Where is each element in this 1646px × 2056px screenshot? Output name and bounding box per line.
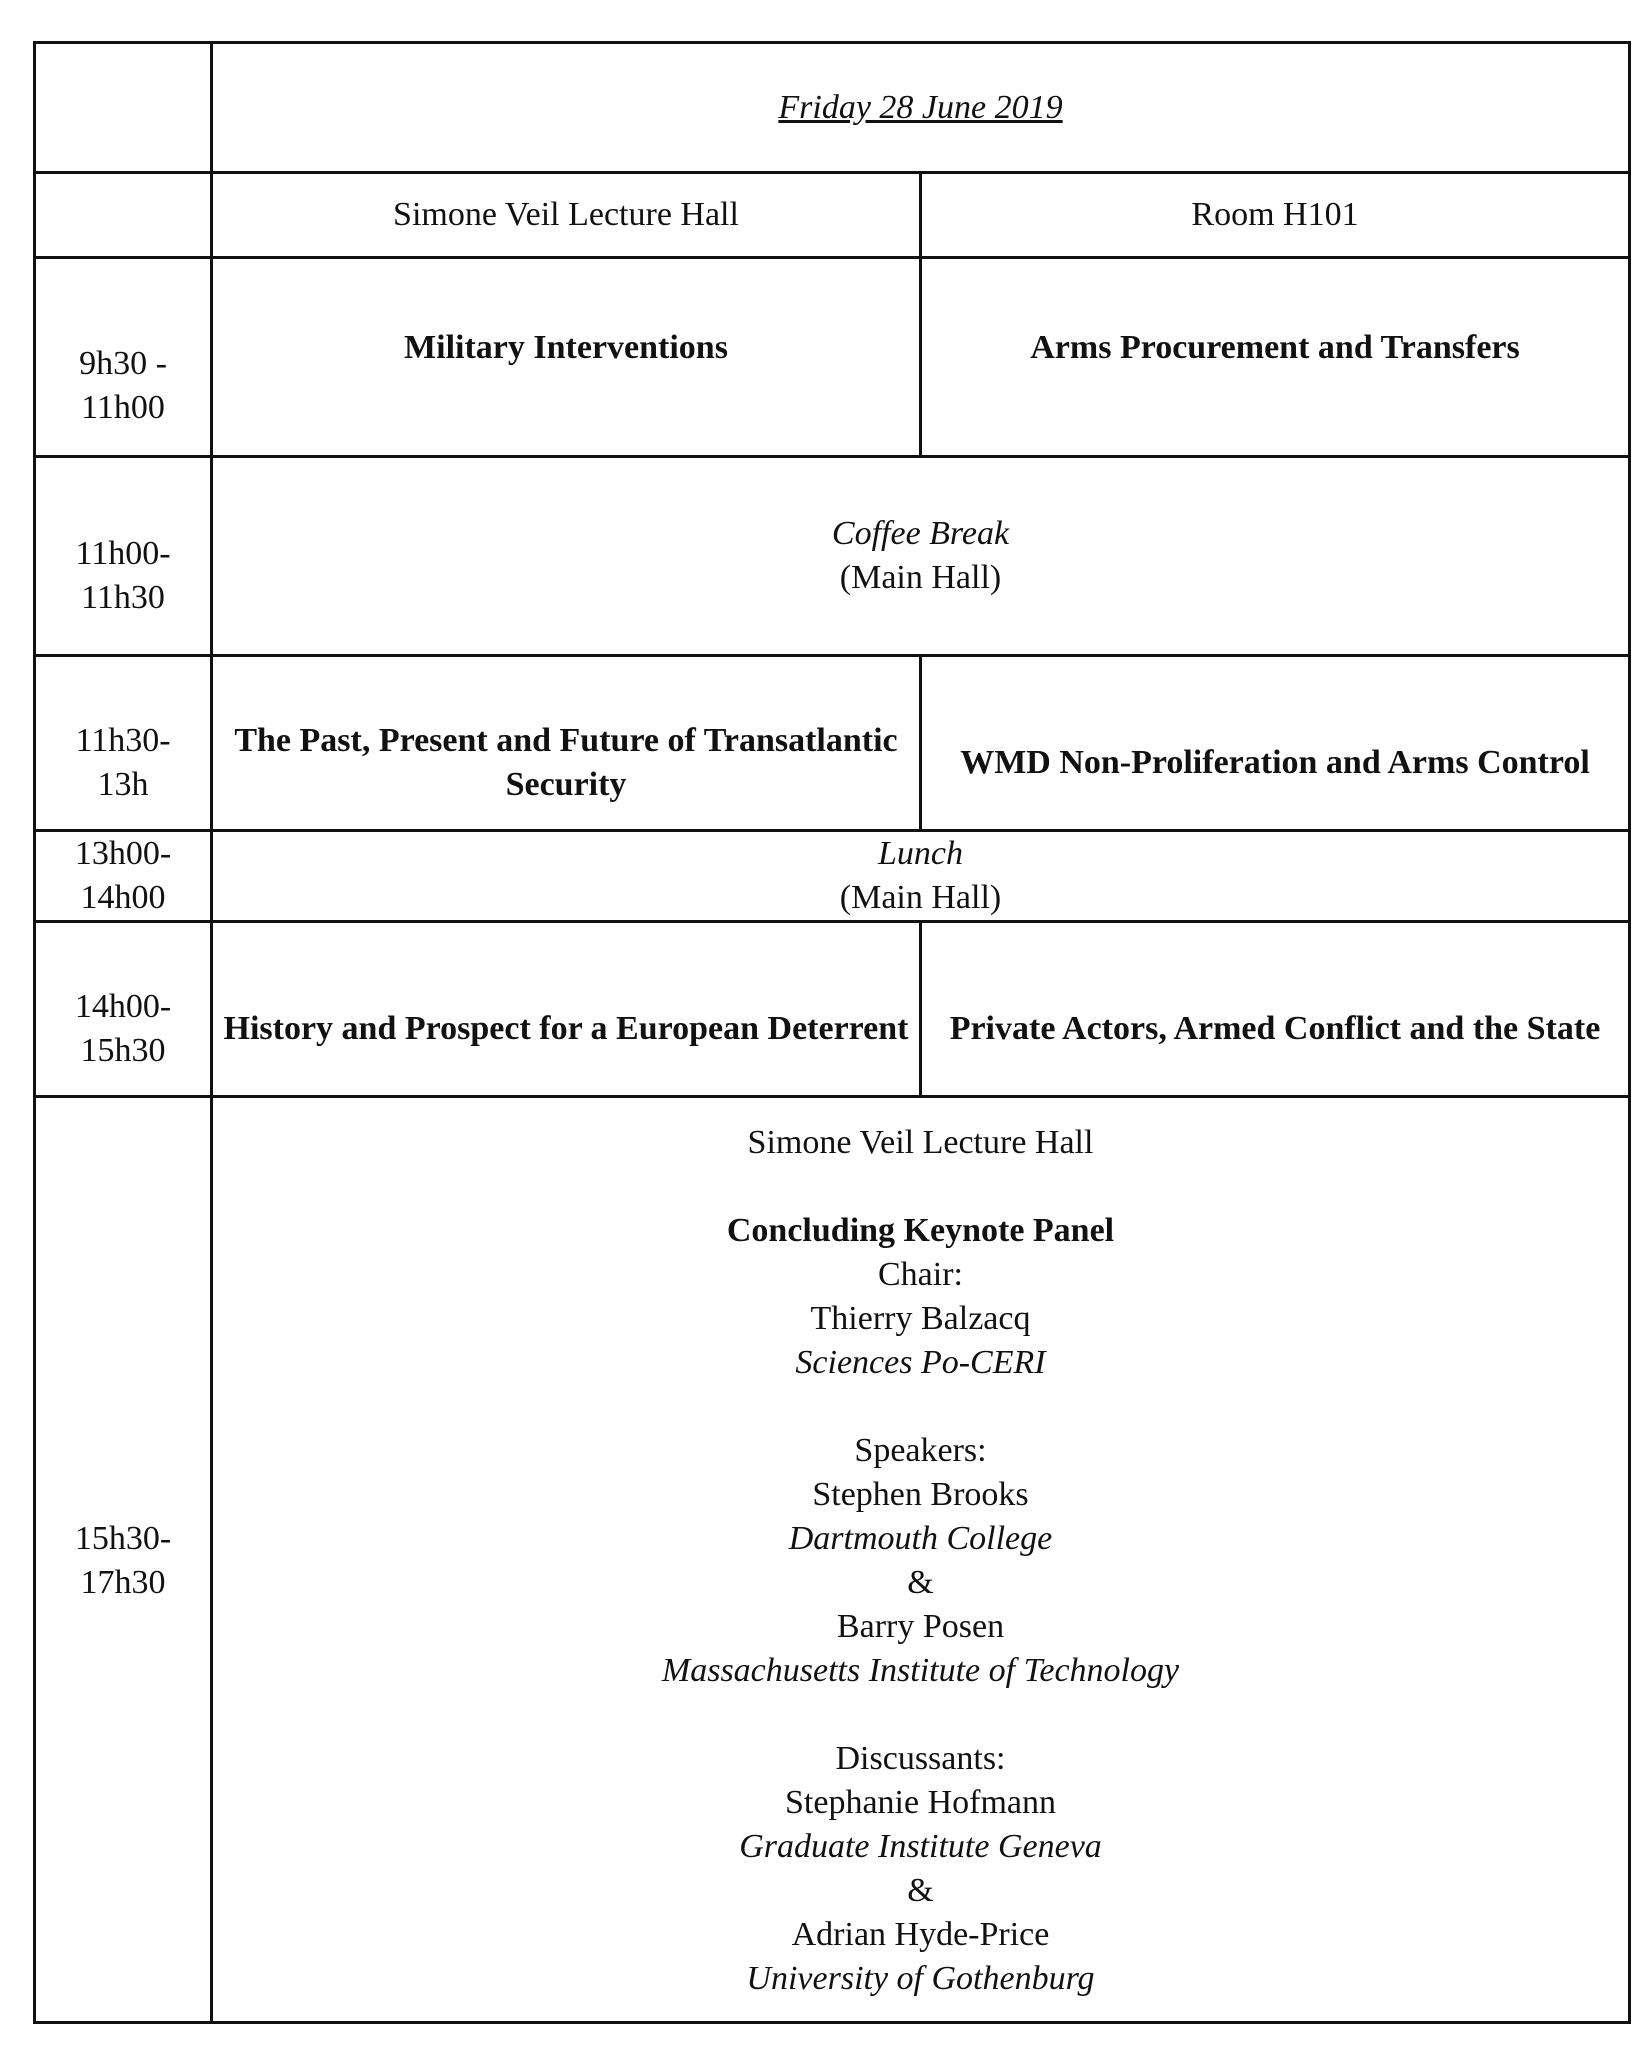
session-right-title: WMD Non-Proliferation and Arms Control <box>960 744 1590 781</box>
time-end: 17h30 <box>80 1564 166 1601</box>
chair-name: Thierry Balzacq <box>810 1300 1031 1337</box>
schedule-table <box>33 41 1631 2024</box>
room-left: Simone Veil Lecture Hall <box>212 173 921 258</box>
session-left-title: Military Interventions <box>404 329 728 366</box>
break-row <box>35 457 1630 656</box>
session-left-title: History and Prospect for a European Deterrent <box>223 1010 909 1047</box>
time-start: 15h30- <box>74 1520 172 1557</box>
break-location: (Main Hall) <box>839 879 1002 916</box>
time-end: 11h00 <box>81 389 165 426</box>
date-cell <box>212 43 1630 173</box>
discussants-label: Discussants: <box>835 1740 1006 1777</box>
room-right: Room H101 <box>921 173 1630 258</box>
time-cell <box>35 258 212 457</box>
time-start: 11h00- <box>75 535 171 572</box>
time-end: 15h30 <box>80 1032 166 1069</box>
time-cell <box>35 831 212 922</box>
slot-row <box>35 258 1630 457</box>
keynote-title: Concluding Keynote Panel <box>726 1212 1115 1249</box>
keynote-venue: Simone Veil Lecture Hall <box>747 1124 1094 1161</box>
speaker-name: Stephen Brooks <box>812 1476 1029 1513</box>
break-cell <box>212 457 1630 656</box>
time-cell <box>35 457 212 656</box>
session-left <box>212 922 921 1097</box>
chair-affiliation: Sciences Po-CERI <box>795 1344 1046 1381</box>
session-left-title: The Past, Present and Future of Transatlantic Security <box>234 722 898 803</box>
speaker-name: Barry Posen <box>836 1608 1005 1645</box>
time-start: 9h30 - <box>79 345 167 382</box>
discussant-affiliation: Graduate Institute Geneva <box>739 1828 1102 1865</box>
corner-cell <box>35 173 212 258</box>
slot-row <box>35 922 1630 1097</box>
break-title: Lunch <box>878 835 963 872</box>
speaker-affiliation: Massachusetts Institute of Technology <box>661 1652 1180 1689</box>
speakers-label: Speakers: <box>854 1432 987 1469</box>
discussant-name: Adrian Hyde-Price <box>791 1916 1050 1953</box>
rooms-row <box>35 173 1630 258</box>
session-left <box>212 258 921 457</box>
break-title: Coffee Break <box>831 515 1010 552</box>
date-heading: Friday 28 June 2019 <box>778 88 1063 126</box>
corner-cell <box>35 43 212 173</box>
session-right <box>921 258 1630 457</box>
time-end: 13h <box>97 766 149 803</box>
ampersand: & <box>907 1564 934 1601</box>
discussant-name: Stephanie Hofmann <box>785 1784 1056 1821</box>
time-cell <box>35 1097 212 2023</box>
time-start: 11h30- <box>75 722 171 759</box>
session-right-title: Private Actors, Armed Conflict and the State <box>949 1010 1601 1047</box>
keynote-cell <box>212 1097 1630 2023</box>
discussant-affiliation: University of Gothenburg <box>746 1960 1095 1997</box>
time-end: 11h30 <box>81 579 165 616</box>
session-right <box>921 922 1630 1097</box>
slot-row <box>35 656 1630 831</box>
time-start: 13h00- <box>74 835 172 872</box>
time-cell <box>35 656 212 831</box>
time-end: 14h00 <box>80 879 166 916</box>
session-left <box>212 656 921 831</box>
session-right-title: Arms Procurement and Transfers <box>1030 329 1520 366</box>
break-cell <box>212 831 1630 922</box>
time-cell <box>35 922 212 1097</box>
break-location: (Main Hall) <box>839 559 1002 596</box>
ampersand: & <box>907 1872 934 1909</box>
chair-label: Chair: <box>878 1256 963 1293</box>
time-start: 14h00- <box>74 988 172 1025</box>
keynote-row <box>35 1097 1630 2023</box>
speaker-affiliation: Dartmouth College <box>788 1520 1053 1557</box>
break-row <box>35 831 1630 922</box>
date-row <box>35 43 1630 173</box>
session-right <box>921 656 1630 831</box>
